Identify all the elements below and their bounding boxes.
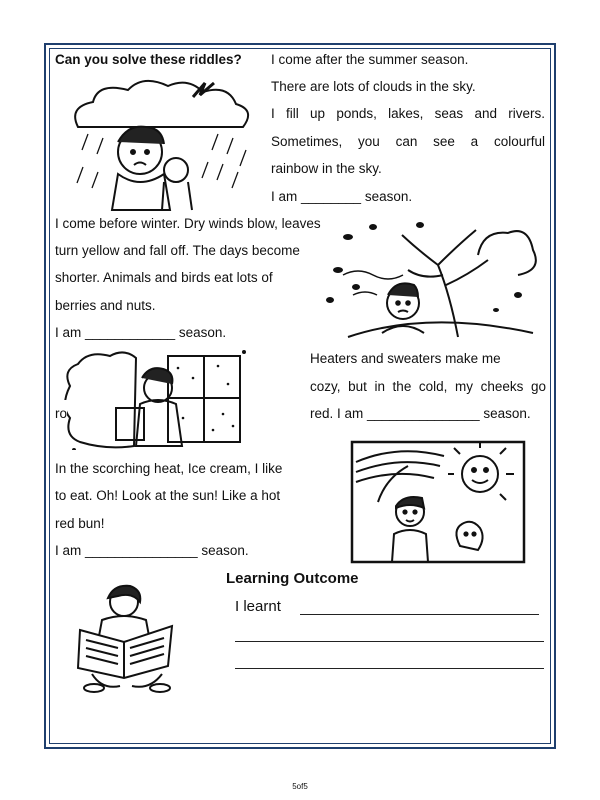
riddle-line: I come before winter. Dry winds blow, leaves xyxy=(55,216,321,231)
riddle-answer-line: I am ____________ season. xyxy=(55,325,227,340)
riddle-prompt: Can you solve these riddles? xyxy=(55,52,242,67)
reading-child-picture xyxy=(72,582,182,694)
answer-line xyxy=(235,641,544,642)
riddle-line: shorter. Animals and birds eat lots of xyxy=(55,270,273,285)
riddle-line: Sometimes, you can see a colourful xyxy=(271,134,545,149)
sun-child-dog-picture xyxy=(348,438,528,566)
riddle-line: rainbow in the sky. xyxy=(271,161,382,176)
riddle-answer-line: I am ________ season. xyxy=(271,189,413,204)
riddle-line: Heaters and sweaters make me xyxy=(310,351,501,366)
learnt-prompt: I learnt xyxy=(235,598,281,615)
riddle-line: There are lots of clouds in the sky. xyxy=(271,79,476,94)
riddle-line: In the scorching heat, Ice cream, I like xyxy=(55,461,283,476)
riddle-line: cozy, but in the cold, my cheeks go xyxy=(310,379,546,394)
riddle-answer-line: I am _______________ season. xyxy=(55,543,249,558)
learning-outcome-heading: Learning Outcome xyxy=(226,570,359,587)
riddle-line: to eat. Oh! Look at the sun! Like a hot xyxy=(55,488,281,503)
answer-line xyxy=(300,614,539,615)
stray-text-fragment: ro xyxy=(55,400,67,428)
riddle-line: I come after the summer season. xyxy=(271,52,469,67)
rain-child-picture xyxy=(58,72,258,212)
riddle-line: I fill up ponds, lakes, seas and rivers. xyxy=(271,106,545,121)
riddle-line: red bun! xyxy=(55,516,105,531)
winter-window-picture xyxy=(58,348,250,450)
page-number: 5of5 xyxy=(292,782,308,791)
answer-line xyxy=(235,668,544,669)
riddle-line: berries and nuts. xyxy=(55,298,156,313)
riddle-line: turn yellow and fall off. The days become xyxy=(55,243,300,258)
windy-tree-child-picture xyxy=(318,215,540,345)
riddle-answer-line: red. I am _______________ season. xyxy=(310,406,531,421)
